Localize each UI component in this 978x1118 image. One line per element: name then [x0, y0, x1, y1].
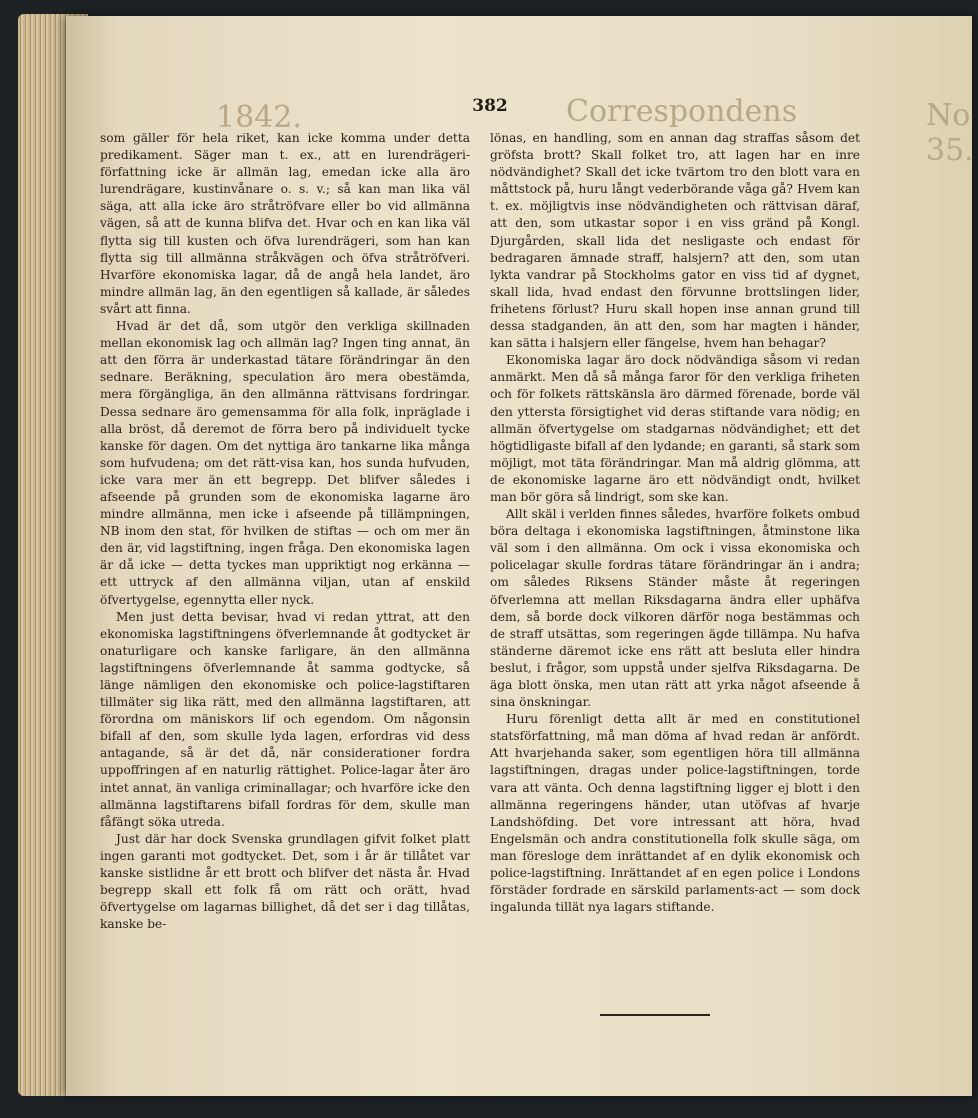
paragraph: som gäller för hela riket, kan icke komma under detta predikament. Säger man t. ex., att en lurendrägeri-författning icke är allmän lag, emedan icke alla äro lurendrägare, kustinvånare o. s. v.; så kan man lika väl säga, att alla icke äro stråtröfvare eller bo vid allmänna vägen, så att de kunna blifva det. Hvar och en kan lika väl flytta sig till kusten och öfva lurendrägeri, som han kan flytta sig till allmänna stråkvägen och öfva stråtröfveri. Hvarföre ekonomiska lagar, då de angå hela landet, äro mindre allmän lag, än den egentligen så kallade, är således svårt att finna. [100, 131, 470, 316]
right-text-column [490, 130, 860, 916]
paragraph: Allt skäl i verlden finnes således, hvarföre folkets ombud böra deltaga i ekonomiska lagstiftningen, åtminstone lika väl som i den allmänna. Om ock i vissa ekonomiska och policelagar skulle fordras tätare förändringar än i andra; om således Riksens Ständer måste åt regeringen öfverlemna att mellan Riksdagarna ändra eller uphäfva dem, så borde dock vilkoren därför noga bestämmas och de straff utsättas, som regeringen ägde tillämpa. Nu hafva ständerne däremot icke ens rätt att besluta eller hindra beslut, i frågor, som uppstå under sjelfva Riksdagarna. De äga blott önska, men utan rätt att yrka något afseende å sina önskningar. [490, 507, 860, 710]
header-left-text: 1842. [216, 100, 302, 135]
left-text-column [100, 130, 470, 933]
paragraph: Men just detta bevisar, hvad vi redan yttrat, att den ekonomiska lagstiftningens öfverlemnande åt godtycket är onaturligare och kanske farligare, än den allmänna lagstiftningens öfverlemnande åt samma godtycke, så länge nämligen den ekonomiske och police-lagstiftaren tillmäter sig lika rätt, med den allmänna lagstiftaren, att förordna om mäniskors lif och egendom. Om någonsin bifall af den, som skulle lyda lagen, erfordras vid dess antagande, så är det då, när considerationer fordra uppoffringen af en naturlig rättighet. Police-lagar åter äro intet annat, än vanliga criminallagar; och hvarföre icke den allmänna lagstiftarens bifall fordras för dem, skulle man fåfängt söka utreda. [100, 609, 470, 829]
header-middle-text: Correspondens [566, 94, 798, 129]
paragraph: Ekonomiska lagar äro dock nödvändiga såsom vi redan anmärkt. Men då så många faror för den verkliga friheten och för folkets rättskänsla äro därmed förenade, borde väl den yttersta försigtighet vid deras stiftande vara nödig; en allmän öfvertygelse om stadgarnas nödvändighet; ett det högtidligaste bifall af den lydande; en garanti, så stark som möjligt, mot täta förändringar. Man må aldrig glömma, att de ekonomiske lagarne äro ett nödvändigt ondt, hvilket man bör göra så lindrigt, som ske kan. [490, 353, 860, 504]
paragraph: Huru förenligt detta allt är med en constitutionel statsförfattning, må man döma af hvad redan är anfördt. Att hvarjehanda saker, som egentligen höra till allmänna lagstiftningen, dragas under police-lagstiftningen, torde vara att vänta. Och denna lagstiftning ligger ej blott i den allmänna regeringens händer, utan utöfvas af hvarje Landshöfding. Det vore intressant att höra, hvad Engelsmän och andra constitutionella folk skulle säga, om man föresloge dem inrättandet af en dylik ekonomisk och police-lagstiftning. Inrättandet af en egen police i Londons förstäder fordrade en särskild parlaments-act — som dock ingalunda tillät nya lagars stiftande. [490, 712, 860, 915]
paragraph: Hvad är det då, som utgör den verkliga skillnaden mellan ekonomisk lag och allmän lag? Ingen ting annat, än att den förra är underkastad tätare förändringar än den sednare. Beräkning, speculation äro mera obestämda, mera förgängliga, än den allmänna rättvisans fordringar. Dessa sednare äro gemensamma för alla folk, inpräglade i alla bröst, då deremot de förra bero på individuelt tycke kanske för dagen. Om det nyttiga äro tankarne lika många som hufvudena; om det rätt-visa kan, hos sunda hufvuden, icke vara mer än ett begrepp. Det blifver således i afseende på grunden som de ekonomiska lagarne äro mindre allmänna, men icke i afseende på tillämpningen, NB inom den stat, för hvilken de stiftas — och om mer än den är, vid lagstiftning, ingen fråga. Den ekonomiska lagen är då icke — detta tyckes man uppriktigt nog erkänna — ett uttryck af den allmänna viljan, utan af enskild öfvertygelse, egennytta eller nyck. [100, 319, 470, 607]
header-right-text: No 35. [926, 98, 974, 168]
paragraph: Just där har dock Svenska grundlagen gifvit folket platt ingen garanti mot godtycket. Det, som i år är tillåtet var kanske sistlidne år ett brott och blifver det nästa år. Hvad begrepp skall ett folk få om rätt och orätt, hvad öfvertygelse om lagarnas billighet, då det ser i dag tillåtas, kanske be- [100, 831, 470, 932]
paragraph: lönas, en handling, som en annan dag straffas såsom det gröfsta brott? Skall folket tro, att lagen har en inre nödvändighet? Skall det icke tvärtom tro den blott vara en måttstock på, huru långt vederbörande våga gå? Hvem kan t. ex. möjligtvis inse nödvändigheten och rättvisan däraf, att den, som utkastar sopor i en viss gränd på Kongl. Djurgården, skall lida det nesligaste och endast för bedragaren ämnade straff, halsjern? att den, som utan lykta vandrar på Stockholms gator en viss tid af dygnet, skall lida, hvad endast den förvunne brottslingen lider, frihetens förlust? Huru skall hopen inse annan grund till dessa stadganden, än att den, som har magten i händer, kan sätta i halsjern eller fängelse, hvem han behagar? [490, 131, 860, 351]
section-end-rule [600, 1014, 710, 1016]
page-number: 382 [472, 96, 508, 116]
